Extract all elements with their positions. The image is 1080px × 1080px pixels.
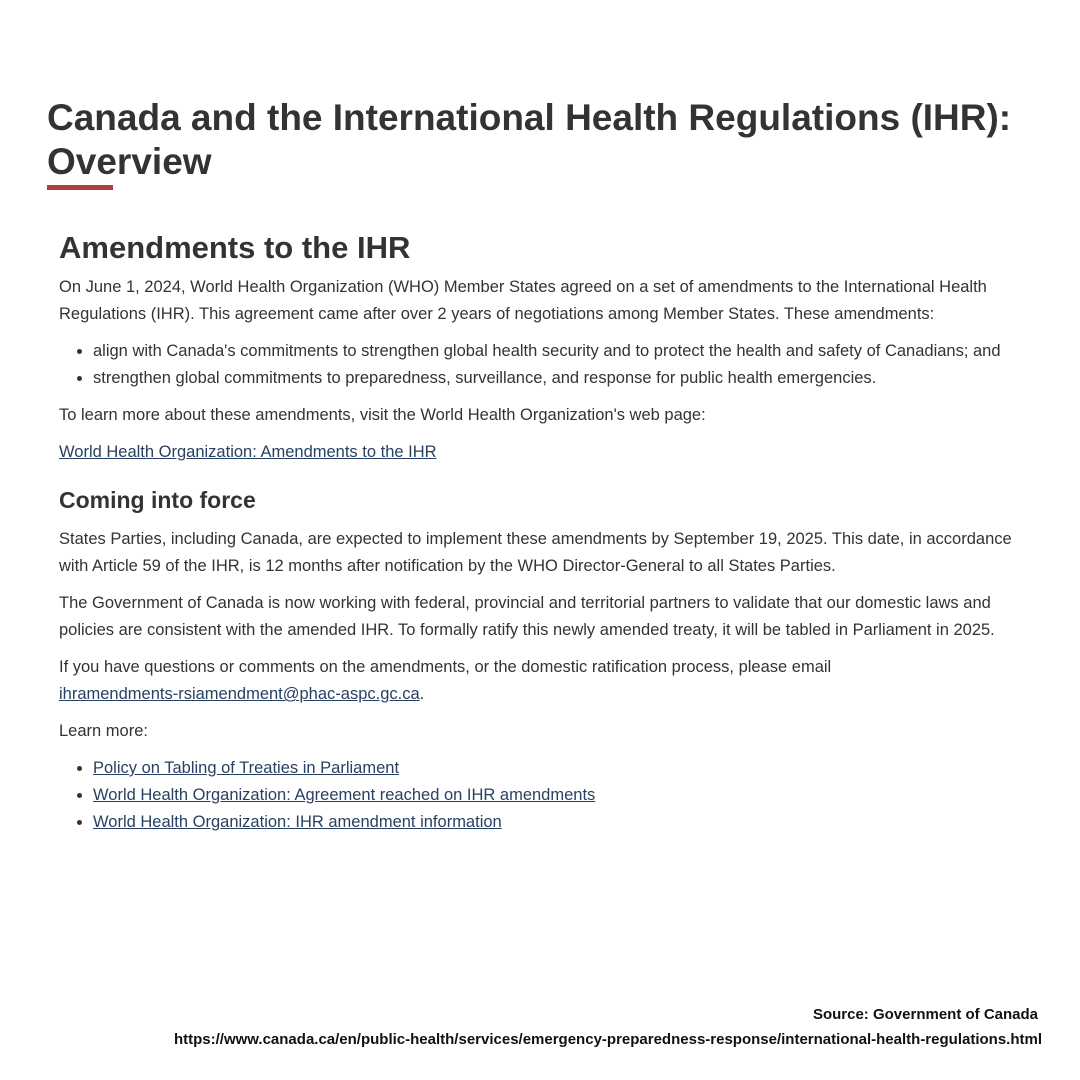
source-credit: Source: Government of Canada [812, 1006, 1038, 1023]
amendments-intro: On June 1, 2024, World Health Organization (WHO) Member States agreed on a set of amendments to the International Health Regulations (IHR). This agreement came after over 2 years of negotiations among Member States. These amendments: [59, 278, 987, 323]
list-item [93, 782, 1019, 809]
coming-into-force-heading: Coming into force [59, 487, 256, 513]
contact-prefix: If you have questions or comments on the amendments, or the domestic ratification process, please email [59, 658, 832, 676]
page-title-line2: Overview [47, 141, 212, 182]
email-link[interactable]: ihramendments-rsiamendment@phac-aspc.gc.ca [59, 685, 420, 703]
contact-suffix: . [419, 685, 425, 703]
who-amendments-link[interactable]: World Health Organization: Amendments to the IHR [59, 443, 437, 461]
coming-into-force-para1: States Parties, including Canada, are expected to implement these amendments by September 19, 2025. This date, in accordance with Article 59 of the IHR, is 12 months after notification by the WHO Director-General to all States Parties. [59, 530, 1012, 575]
list-item: • align with Canada's commitments to strengthen global health security and to protect the health and safety of Canadians; and [93, 338, 1019, 365]
learn-more-label: Learn more: [59, 722, 148, 740]
page-title [47, 96, 1037, 184]
source-url: https://www.canada.ca/en/public-health/services/emergency-preparedness-response/international-health-regulations.html [173, 1031, 1042, 1048]
amendments-learn-text: To learn more about these amendments, visit the World Health Organization's web page: [59, 406, 706, 424]
contact-paragraph [59, 654, 1019, 708]
page-title-line1: Canada and the International Health Regulations (IHR): [47, 97, 1012, 138]
list-item [93, 755, 1019, 782]
list-item [93, 809, 1019, 836]
who-agreement-link[interactable]: World Health Organization: Agreement reached on IHR amendments [93, 786, 596, 804]
main-content [59, 228, 1019, 846]
who-amendment-info-link[interactable]: World Health Organization: IHR amendment information [93, 813, 502, 831]
list-item: • strengthen global commitments to preparedness, surveillance, and response for public health emergencies. [93, 365, 1019, 392]
title-underline-rule [47, 185, 113, 190]
coming-into-force-section [59, 484, 1019, 836]
coming-into-force-para2: The Government of Canada is now working with federal, provincial and territorial partners to validate that our domestic laws and policies are consistent with the amended IHR. To formally ratify this newly amended treaty, it will be tabled in Parliament in 2025. [59, 594, 995, 639]
learn-more-list [59, 755, 1019, 836]
tabling-treaties-link[interactable]: Policy on Tabling of Treaties in Parliament [93, 759, 400, 777]
who-link-paragraph [59, 439, 1019, 466]
amendments-heading: Amendments to the IHR [59, 230, 411, 265]
amendments-bullet-list [59, 338, 1019, 392]
